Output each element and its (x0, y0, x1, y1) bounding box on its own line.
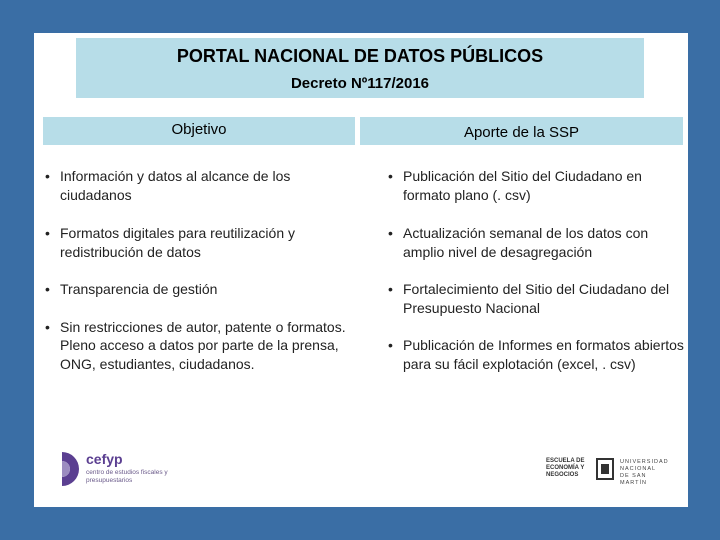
list-item-text: Publicación de Informes en formatos abiertos para su fácil explotación (excel, . csv) (403, 337, 684, 372)
aporte-list (386, 167, 686, 373)
bullet-icon: • (45, 281, 50, 297)
bullet-icon: • (388, 225, 393, 241)
list-item (386, 224, 686, 261)
page-title: PORTAL NACIONAL DE DATOS PÚBLICOS (176, 46, 544, 66)
bullet-icon: • (388, 337, 393, 353)
unsam-university-name: UNIVERSIDAD NACIONAL DE SAN MARTÍN (620, 459, 669, 486)
unsam-logo (546, 458, 669, 486)
list-item (386, 280, 686, 317)
objetivo-list (43, 167, 363, 373)
unsam-school-name: ESCUELA DE ECONOMÍA Y NEGOCIOS (546, 458, 585, 478)
list-item (386, 336, 686, 373)
list-item (386, 167, 686, 204)
list-item (43, 224, 363, 261)
bullet-icon: • (388, 168, 393, 184)
cefyp-name: cefyp (86, 451, 123, 467)
list-item (43, 280, 363, 299)
page-subtitle: Decreto Nº117/2016 (290, 75, 430, 92)
list-item-text: Formatos digitales para reutilización y redistribución de datos (60, 225, 295, 260)
objetivo-header: Objetivo (43, 117, 355, 145)
list-item-text: Sin restricciones de autor, patente o formatos. Pleno acceso a datos por parte de la prensa, ONG, estudiantes, ciudadanos. (60, 318, 346, 372)
cefyp-mark-icon (60, 450, 82, 488)
cefyp-logo (60, 450, 200, 490)
list-item-text: Información y datos al alcance de los ciudadanos (60, 168, 291, 203)
cefyp-description: centro de estudios fiscales y presupuestarios (86, 469, 168, 484)
list-item (43, 167, 363, 204)
bullet-icon: • (388, 281, 393, 297)
bullet-icon: • (45, 318, 50, 335)
list-item-text: Fortalecimiento del Sitio del Ciudadano del Presupuesto Nacional (403, 281, 670, 316)
title-banner (76, 38, 644, 98)
aporte-ssp-header: Aporte de la SSP (360, 117, 683, 145)
bullet-icon: • (45, 168, 50, 184)
bullet-icon: • (45, 225, 50, 241)
slide (34, 33, 688, 507)
list-item-text: Actualización semanal de los datos con amplio nivel de desagregación (403, 225, 649, 260)
list-item (43, 318, 363, 374)
list-item-text: Publicación del Sitio del Ciudadano en formato plano (. csv) (403, 168, 642, 203)
list-item-text: Transparencia de gestión (60, 281, 218, 297)
unsam-emblem-icon (596, 458, 614, 480)
